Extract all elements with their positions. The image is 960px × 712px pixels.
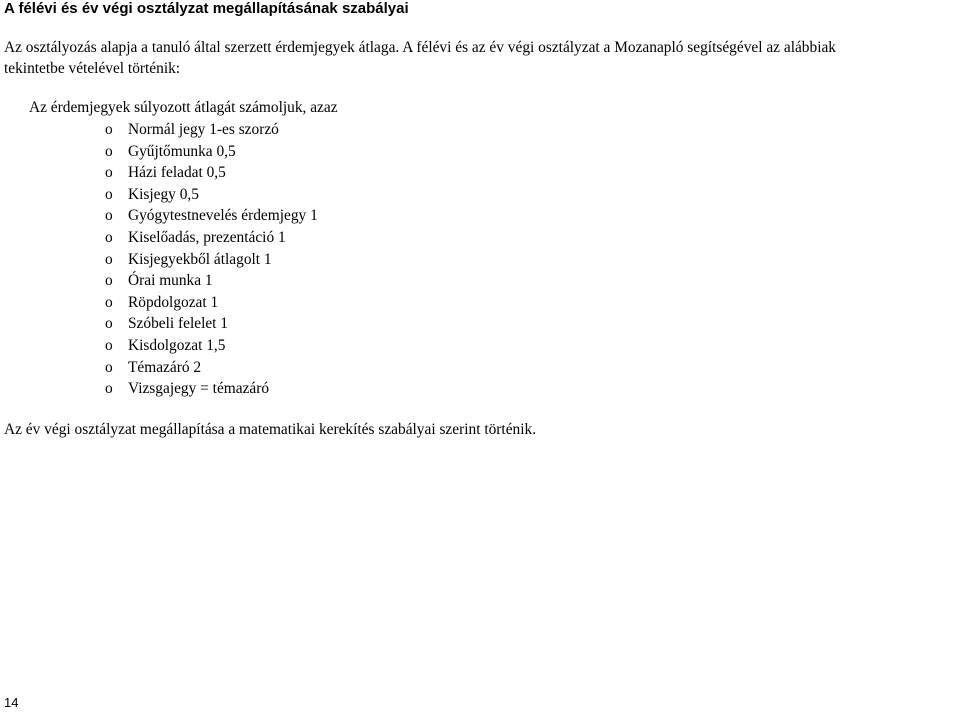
bullet-icon: o [105,336,113,354]
bullet-icon: o [105,250,113,268]
bullet-icon: o [105,315,113,333]
intro-paragraph [4,37,960,79]
list-item-text: Kisdolgozat 1,5 [128,336,226,354]
list-item-text: Témazáró 2 [128,358,202,376]
closing-paragraph: Az év végi osztályzat megállapítása a matematikai kerekítés szabályai szerint történik. [4,421,537,438]
bullet-icon: o [105,272,113,290]
list-item-text: Gyűjtőmunka 0,5 [128,142,236,160]
list-item-text: Kisjegy 0,5 [128,185,199,203]
list-item-text: Normál jegy 1-es szorzó [128,121,279,138]
bullet-icon: o [105,142,113,160]
list-item-text: Kisjegyekből átlagolt 1 [128,250,272,268]
intro-line-1: Az osztályozás alapja a tanuló által szerzett érdemjegyek átlaga. A félévi és az év végi osztályzat a Mozanapló segítségével az alábbiak [4,39,836,56]
list-item-text: Szóbeli felelet 1 [128,315,229,333]
section-heading: A félévi és év végi osztályzat megállapításának szabályai [4,0,409,17]
list-item-text: Vizsgajegy = témazáró [128,380,270,398]
bullet-icon: o [105,164,113,182]
page-number: 14 [4,695,19,710]
bullet-icon: o [105,185,113,203]
list-item-text: Röpdolgozat 1 [128,293,219,311]
bullet-icon: o [105,228,113,246]
bullet-icon: o [105,121,113,138]
bullet-icon: o [105,358,113,376]
list-item-text: Gyógytestnevelés érdemjegy 1 [128,207,318,225]
list-item-text: Házi feladat 0,5 [128,164,226,182]
weighting-lead-text: Az érdemjegyek súlyozott átlagát számoljuk, azaz [29,99,338,116]
list-item-text: Kiselőadás, prezentáció 1 [128,228,286,246]
intro-line-2: tekintetbe vételével történik: [4,60,181,77]
bullet-icon: o [105,207,113,225]
list-item-text: Órai munka 1 [128,272,213,290]
bullet-icon: o [105,293,113,311]
bullet-icon: o [105,380,113,398]
